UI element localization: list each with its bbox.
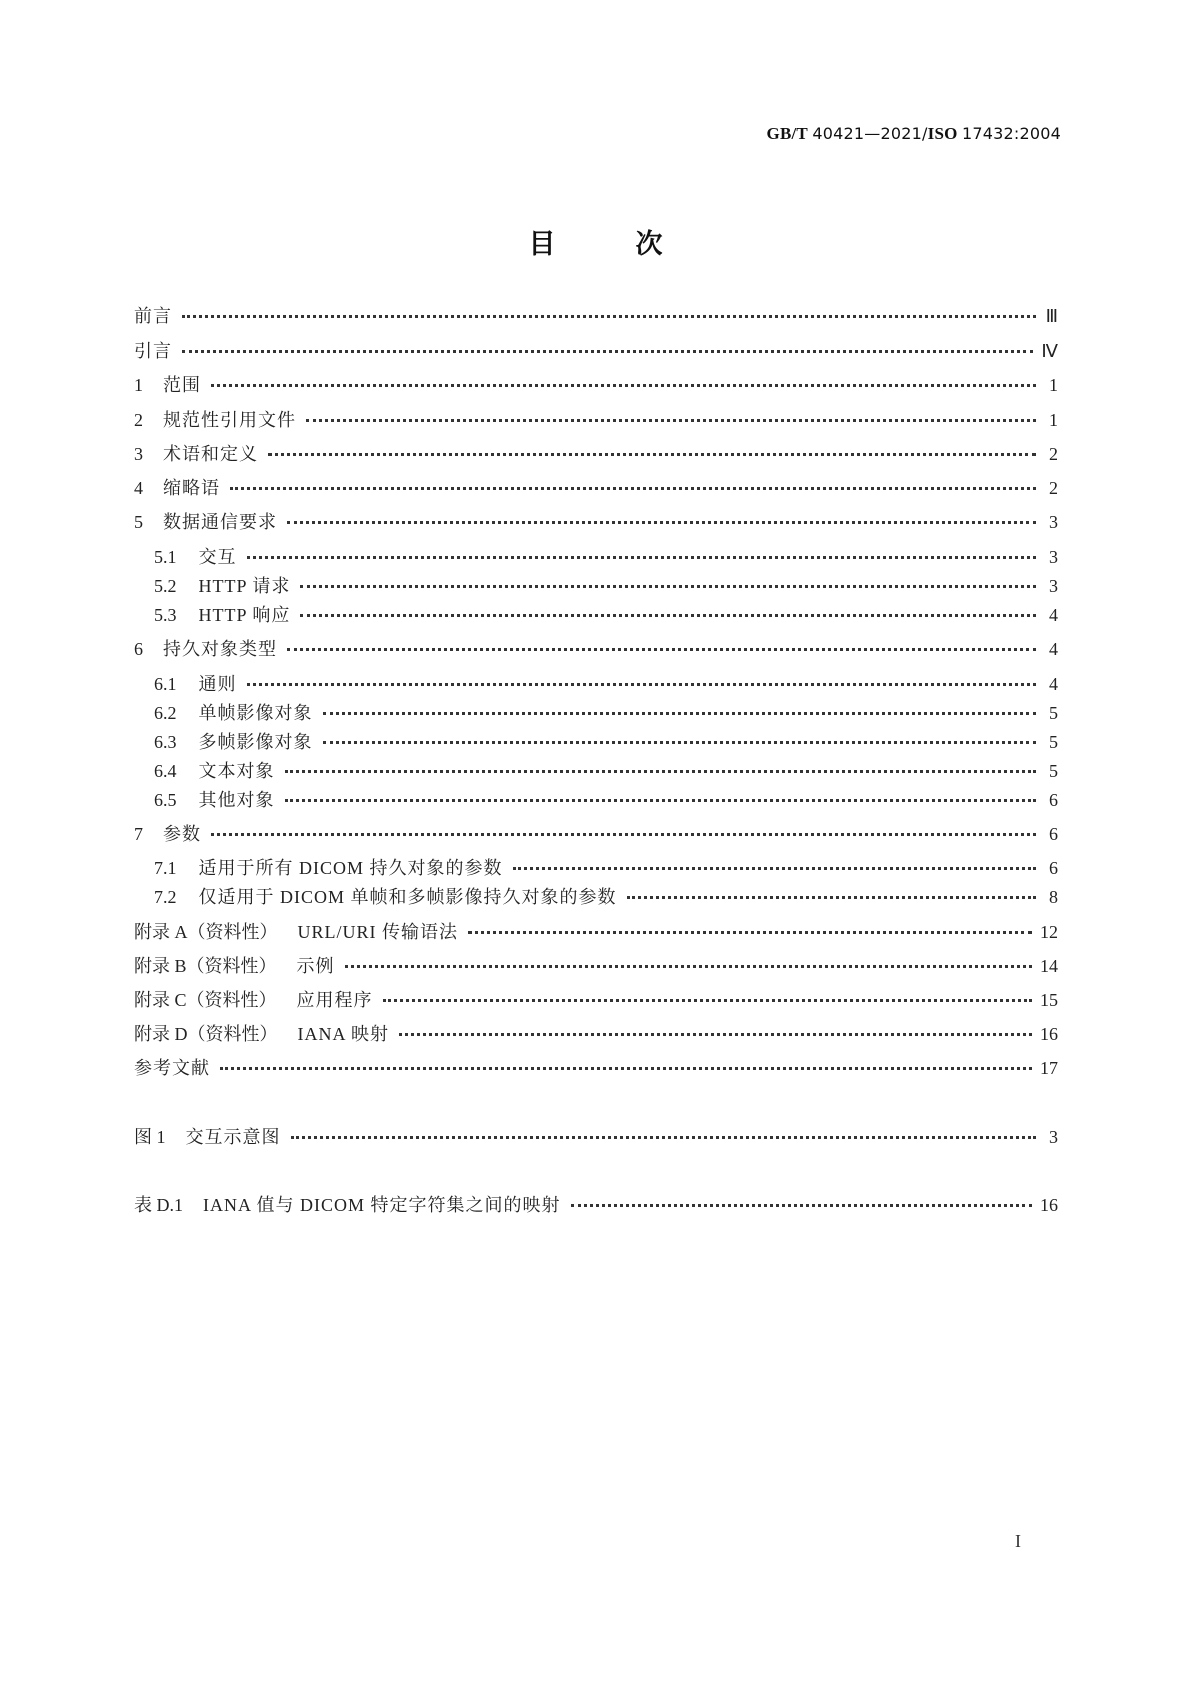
toc-entry[interactable] [154, 672, 1058, 696]
entry-number: 1 [134, 375, 143, 395]
dot-leader [285, 760, 1037, 773]
entry-title: 规范性引用文件 [163, 410, 296, 430]
entry-page-number: 3 [1049, 576, 1058, 596]
dot-leader [300, 575, 1036, 588]
entry-number: 附录 C（资料性） [134, 990, 277, 1010]
dot-leader [627, 886, 1036, 899]
entry-title: 交互 [198, 547, 237, 567]
entry-page-number: Ⅲ [1045, 306, 1058, 326]
entry-page-number: 12 [1040, 922, 1058, 942]
toc-entry[interactable] [134, 1056, 1058, 1080]
entry-number: 表 D.1 [134, 1195, 183, 1215]
entry-page-number: 14 [1040, 956, 1058, 976]
entry-title: HTTP 响应 [198, 605, 291, 625]
standard-number: 40421—2021/ [812, 124, 928, 143]
entry-title: IANA 值与 DICOM 特定字符集之间的映射 [203, 1195, 561, 1215]
toc-entry[interactable] [134, 304, 1058, 328]
dot-leader [306, 409, 1036, 422]
dot-leader [247, 673, 1037, 686]
entry-number: 7 [134, 824, 143, 844]
toc-entry[interactable] [134, 373, 1058, 397]
toc-entry[interactable] [154, 701, 1058, 725]
entry-page-number: 1 [1049, 410, 1058, 430]
entry-title: 单帧影像对象 [198, 703, 313, 723]
entry-page-number: 6 [1049, 858, 1058, 878]
dot-leader [468, 921, 1032, 934]
entry-number: 5 [134, 512, 143, 532]
entry-title: HTTP 请求 [198, 576, 291, 596]
entry-title: 引言 [134, 341, 172, 361]
entry-title: IANA 映射 [297, 1024, 389, 1044]
entry-title: 交互示意图 [185, 1127, 281, 1147]
toc-entry[interactable] [154, 885, 1058, 909]
entry-number: 6.3 [154, 732, 177, 752]
entry-title: 应用程序 [296, 990, 373, 1010]
toc-entry[interactable] [134, 954, 1058, 978]
entry-number: 附录 D（资料性） [134, 1024, 278, 1044]
dot-leader [247, 546, 1037, 559]
entry-number: 6.1 [154, 674, 177, 694]
entry-number: 5.3 [154, 605, 177, 625]
entry-page-number: 16 [1040, 1024, 1058, 1044]
entry-page-number: 15 [1040, 990, 1058, 1010]
dot-leader [323, 731, 1037, 744]
entry-number: 2 [134, 410, 143, 430]
title-char-2: 次 [635, 229, 663, 260]
dot-leader [323, 702, 1037, 715]
entry-title: 术语和定义 [163, 444, 258, 464]
iso-prefix: ISO [927, 124, 958, 143]
entry-title: 示例 [296, 956, 335, 976]
dot-leader [571, 1194, 1033, 1207]
toc-entry[interactable] [154, 759, 1058, 783]
entry-page-number: Ⅳ [1041, 341, 1058, 361]
table-entry[interactable] [134, 1193, 1058, 1217]
entry-title: 缩略语 [163, 478, 220, 498]
entry-number: 6.5 [154, 790, 177, 810]
entry-title: 数据通信要求 [163, 512, 277, 532]
dot-leader [287, 638, 1036, 651]
dot-leader [230, 477, 1036, 490]
entry-title: 其他对象 [198, 790, 275, 810]
dot-leader [513, 857, 1036, 870]
entry-page-number: 6 [1049, 790, 1058, 810]
entry-title: 通则 [198, 674, 237, 694]
toc-entry[interactable] [134, 442, 1058, 466]
entry-page-number: 3 [1049, 512, 1058, 532]
toc-entry[interactable] [134, 637, 1058, 661]
dot-leader [211, 823, 1036, 836]
toc-entry[interactable] [154, 730, 1058, 754]
entry-number: 4 [134, 478, 143, 498]
standard-header [767, 124, 1061, 144]
toc-entry[interactable] [154, 545, 1058, 569]
dot-leader [220, 1057, 1032, 1070]
figure-entry[interactable] [134, 1125, 1058, 1149]
entry-title: 持久对象类型 [163, 639, 277, 659]
toc-entry[interactable] [134, 510, 1058, 534]
entry-page-number: 5 [1049, 732, 1058, 752]
dot-leader [383, 989, 1032, 1002]
toc-entry[interactable] [134, 339, 1058, 363]
entry-title: 适用于所有 DICOM 持久对象的参数 [198, 858, 503, 878]
entry-page-number: 3 [1049, 1127, 1058, 1147]
dot-leader [345, 955, 1032, 968]
entry-title: 仅适用于 DICOM 单帧和多帧影像持久对象的参数 [198, 887, 617, 907]
entry-title: 范围 [163, 375, 201, 395]
dot-leader [287, 511, 1036, 524]
entry-page-number: 16 [1040, 1195, 1058, 1215]
entry-title: 前言 [134, 306, 172, 326]
entry-title: 文本对象 [198, 761, 275, 781]
entry-page-number: 4 [1049, 639, 1058, 659]
standard-prefix: GB/T [766, 124, 808, 143]
entry-number: 6 [134, 639, 143, 659]
entry-title: 多帧影像对象 [198, 732, 313, 752]
toc-entry[interactable] [134, 1022, 1058, 1046]
toc-entry[interactable] [134, 822, 1058, 846]
entry-title: URL/URI 传输语法 [297, 922, 458, 942]
entry-number: 7.1 [154, 858, 177, 878]
dot-leader [291, 1126, 1037, 1139]
entry-number: 3 [134, 444, 143, 464]
dot-leader [300, 604, 1036, 617]
entry-number: 附录 B（资料性） [134, 956, 277, 976]
entry-page-number: 4 [1049, 605, 1058, 625]
entry-number: 图 1 [134, 1127, 166, 1147]
toc-entry[interactable] [134, 988, 1058, 1012]
toc-entry[interactable] [154, 574, 1058, 598]
entry-page-number: 17 [1040, 1058, 1058, 1078]
entry-page-number: 2 [1049, 478, 1058, 498]
entry-page-number: 3 [1049, 547, 1058, 567]
entry-number: 附录 A（资料性） [134, 922, 278, 942]
entry-number: 5.1 [154, 547, 177, 567]
dot-leader [268, 443, 1036, 456]
entry-title: 参考文献 [134, 1058, 210, 1078]
entry-number: 6.2 [154, 703, 177, 723]
toc-entry[interactable] [154, 788, 1058, 812]
entry-page-number: 5 [1049, 761, 1058, 781]
dot-leader [399, 1023, 1032, 1036]
iso-number: 17432:2004 [961, 124, 1061, 143]
entry-page-number: 2 [1049, 444, 1058, 464]
entry-page-number: 5 [1049, 703, 1058, 723]
entry-page-number: 1 [1049, 375, 1058, 395]
toc-entry[interactable] [134, 476, 1058, 500]
entry-page-number: 8 [1049, 887, 1058, 907]
dot-leader [285, 789, 1037, 802]
toc-entry[interactable] [154, 856, 1058, 880]
entry-page-number: 4 [1049, 674, 1058, 694]
dot-leader [182, 340, 1033, 353]
dot-leader [182, 305, 1036, 318]
toc-entry[interactable] [134, 408, 1058, 432]
dot-leader [211, 374, 1036, 387]
title-char-1: 目 [528, 229, 556, 260]
entry-number: 6.4 [154, 761, 177, 781]
entry-page-number: 6 [1049, 824, 1058, 844]
entry-title: 参数 [163, 824, 201, 844]
toc-entry[interactable] [154, 603, 1058, 627]
entry-number: 7.2 [154, 887, 177, 907]
page-number: I [1015, 1531, 1021, 1551]
toc-entry[interactable] [134, 920, 1058, 944]
entry-number: 5.2 [154, 576, 177, 596]
page-title [0, 222, 1191, 261]
